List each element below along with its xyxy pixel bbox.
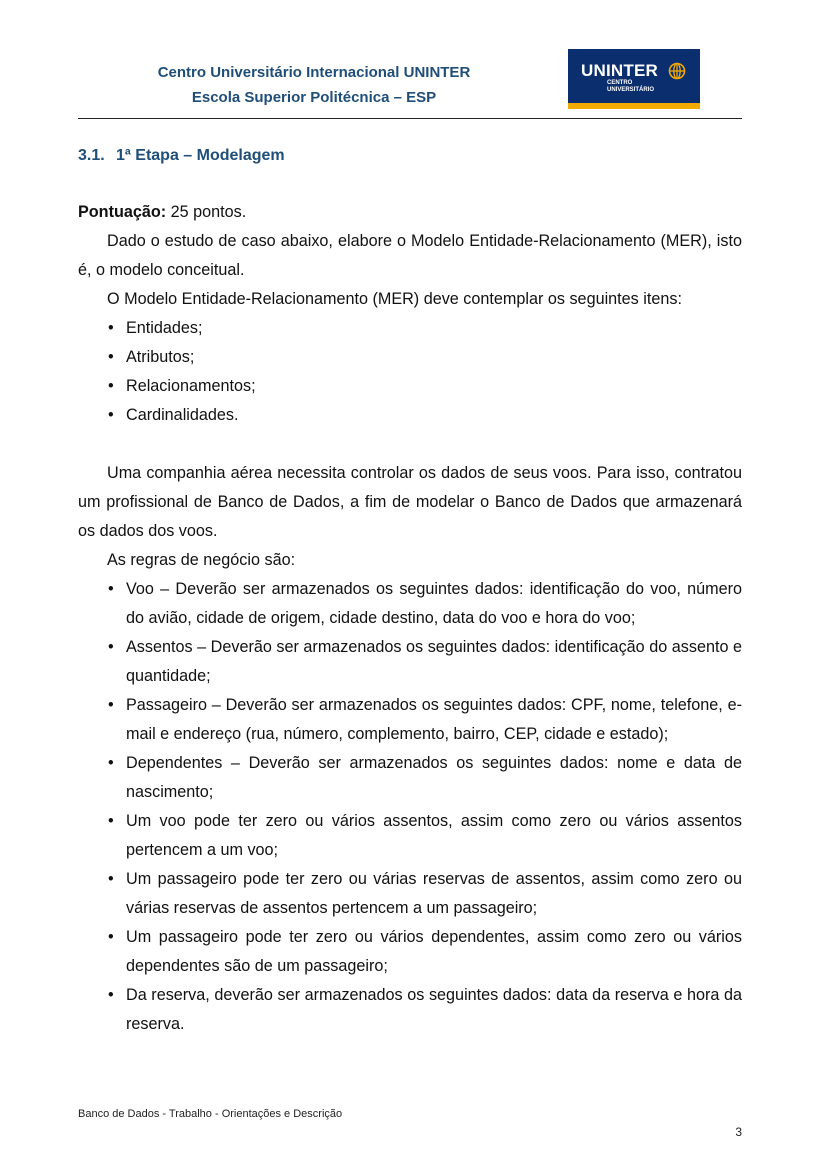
bullet-icon: • (108, 928, 114, 946)
bullet-icon: • (108, 319, 114, 337)
bullet-icon: • (108, 580, 114, 598)
bullet-icon: • (108, 377, 114, 395)
uninter-logo (568, 49, 700, 109)
list-item (78, 575, 742, 633)
logo-sub-line-1: CENTRO (607, 80, 633, 86)
intro-paragraph-2: O Modelo Entidade-Relacionamento (MER) deve contemplar os seguintes itens: (107, 290, 682, 308)
business-rules-list (78, 575, 742, 1039)
list-item-text: Dependentes – Deverão ser armazenados os seguintes dados: nome e data de nascimento; (126, 754, 742, 801)
list-item (78, 807, 742, 865)
list-item (78, 749, 742, 807)
list-item (78, 314, 742, 343)
bullet-icon: • (108, 406, 114, 424)
header-line-2: Escola Superior Politécnica – ESP (191, 89, 437, 106)
section-number: 3.1. (78, 147, 105, 164)
bullet-icon: • (108, 348, 114, 366)
bullet-icon: • (108, 638, 114, 656)
case-paragraph: Uma companhia aérea necessita controlar os dados de seus voos. Para isso, contratou um profissional de Banco de Dados, a fim de modelar o Banco de Dados que armazenará os dados dos voos. (78, 464, 742, 540)
list-item-text: Relacionamentos; (126, 377, 256, 395)
bullet-icon: • (108, 696, 114, 714)
rules-heading: As regras de negócio são: (107, 551, 296, 569)
document-body (78, 198, 742, 1039)
logo-name: UNINTER (581, 61, 658, 80)
list-item (78, 401, 742, 430)
logo-sub-line-2: UNIVERSITÁRIO (607, 87, 655, 93)
list-item (78, 923, 742, 981)
list-item (78, 691, 742, 749)
bullet-icon: • (108, 754, 114, 772)
list-item-text: Um passageiro pode ter zero ou várias reservas de assentos, assim como zero ou várias reservas de assentos pertencem a um passageiro; (126, 870, 742, 917)
score-value: 25 pontos. (166, 203, 247, 221)
intro-paragraph-1: Dado o estudo de caso abaixo, elabore o Modelo Entidade-Relacionamento (MER), isto é, o modelo conceitual. (78, 232, 742, 279)
list-item-text: Atributos; (126, 348, 195, 366)
list-item-text: Passageiro – Deverão ser armazenados os seguintes dados: CPF, nome, telefone, e-mail e endereço (rua, número, complemento, bairro, CEP, cidade e estado); (126, 696, 742, 743)
page-footer: Banco de Dados - Trabalho - Orientações e Descrição (78, 1108, 343, 1120)
section-title-text: 1ª Etapa – Modelagem (116, 147, 285, 164)
list-item (78, 633, 742, 691)
list-item (78, 865, 742, 923)
header-line-1: Centro Universitário Internacional UNINTER (157, 64, 471, 81)
list-item-text: Assentos – Deverão ser armazenados os seguintes dados: identificação do assento e quantidade; (126, 638, 742, 685)
header-institution (78, 60, 550, 110)
list-item-text: Voo – Deverão ser armazenados os seguintes dados: identificação do voo, número do avião, cidade de origem, cidade destino, data do voo e hora do voo; (126, 580, 742, 627)
globe-icon (668, 62, 686, 80)
bullet-icon: • (108, 870, 114, 888)
section-title (78, 146, 285, 166)
list-item-text: Um voo pode ter zero ou vários assentos, assim como zero ou vários assentos pertencem a um voo; (126, 812, 742, 859)
bullet-icon: • (108, 986, 114, 1004)
list-item (78, 981, 742, 1039)
list-item (78, 372, 742, 401)
list-item (78, 343, 742, 372)
score-line (78, 198, 742, 227)
page-header (78, 40, 742, 119)
list-item-text: Um passageiro pode ter zero ou vários dependentes, assim como zero ou vários dependentes são de um passageiro; (126, 928, 742, 975)
requirements-list (78, 314, 742, 430)
logo-subtitle (607, 80, 654, 94)
list-item-text: Entidades; (126, 319, 203, 337)
list-item-text: Da reserva, deverão ser armazenados os seguintes dados: data da reserva e hora da reserva. (126, 986, 742, 1033)
page-number: 3 (735, 1125, 742, 1139)
score-label: Pontuação: (78, 203, 167, 221)
paragraph-gap (78, 430, 742, 459)
list-item-text: Cardinalidades. (126, 406, 239, 424)
bullet-icon: • (108, 812, 114, 830)
